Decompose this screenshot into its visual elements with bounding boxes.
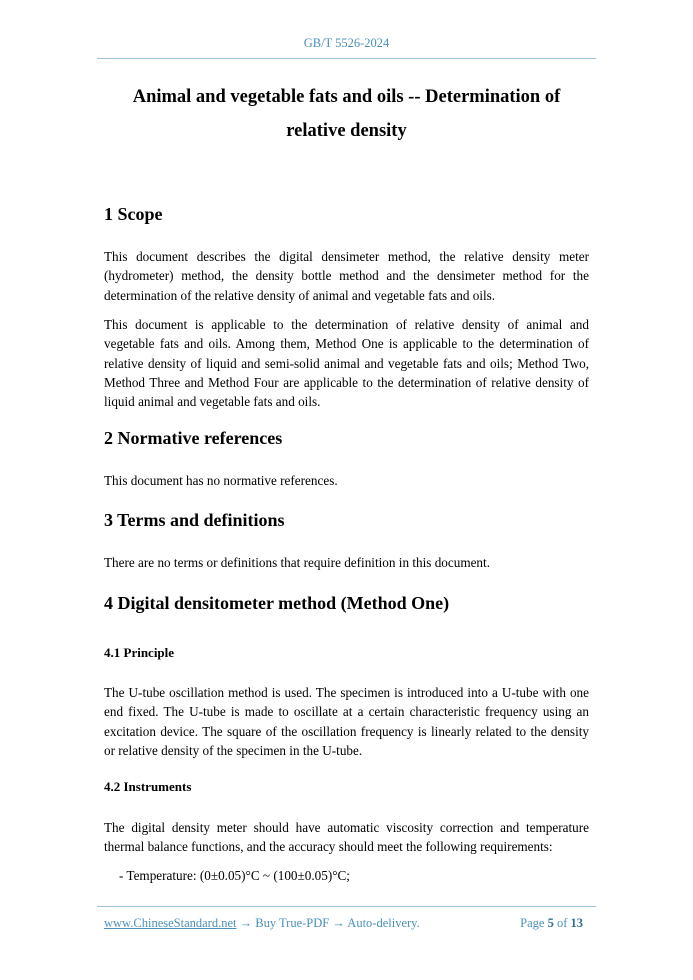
header-doc-code: GB/T 5526-2024 — [303, 36, 390, 50]
buy-true-pdf-link[interactable]: → Buy True-PDF — [236, 916, 333, 930]
footer-promo — [104, 916, 420, 931]
section-heading-terms: 3 Terms and definitions — [104, 510, 285, 530]
page-word: Page — [520, 916, 545, 930]
section-heading-scope: 1 Scope — [104, 204, 163, 224]
list-item-temperature: - Temperature: (0±0.05)°C ~ (100±0.05)°C; — [119, 868, 350, 883]
instruments-paragraph: The digital density meter should have automatic viscosity correction and temperature thermal balance functions, and the accuracy should meet the following requirements: — [104, 820, 589, 855]
document-title — [104, 80, 589, 148]
header-divider — [97, 58, 596, 59]
section-heading-normative-references: 2 Normative references — [104, 428, 283, 448]
website-link[interactable]: www.ChineseStandard.net — [104, 916, 237, 930]
title-line-1: Animal and vegetable fats and oils -- Determination of — [132, 87, 561, 107]
page-total: 13 — [570, 916, 583, 930]
page-of-word: of — [556, 916, 568, 930]
normative-references-paragraph: This document has no normative references. — [104, 473, 338, 488]
principle-paragraph: The U-tube oscillation method is used. The specimen is introduced into a U-tube with one end fixed. The U-tube is made to oscillate at a certain characteristic frequency using an excitation device. The square of the oscillation frequency is linearly related to the density or relative density of the specimen in the U-tube. — [104, 685, 589, 758]
title-line-2: relative density — [286, 121, 407, 141]
terms-paragraph: There are no terms or definitions that require definition in this document. — [104, 555, 490, 570]
section-heading-method-one: 4 Digital densitometer method (Method One) — [104, 593, 450, 613]
scope-paragraph-2: This document is applicable to the determination of relative density of animal and vegetable fats and oils. Among them, Method One is applicable to the determination of relative density of liquid and semi-solid animal and vegetable fats and oils; Method Two, Method Three and Method Four are applicable to the determination of relative density of liquid animal and vegetable fats and oils. — [104, 317, 589, 410]
footer-divider — [97, 906, 596, 907]
scope-paragraph-1: This document describes the digital densimeter method, the relative density meter (hydrometer) method, the density bottle method and the densimeter method for the determination of the relative density of animal and vegetable fats and oils. — [104, 249, 589, 303]
page-number — [520, 916, 583, 931]
subsection-heading-principle: 4.1 Principle — [104, 645, 175, 660]
page-current: 5 — [547, 916, 554, 930]
auto-delivery-text: → Auto-delivery. — [332, 916, 420, 930]
subsection-heading-instruments: 4.2 Instruments — [104, 779, 192, 794]
